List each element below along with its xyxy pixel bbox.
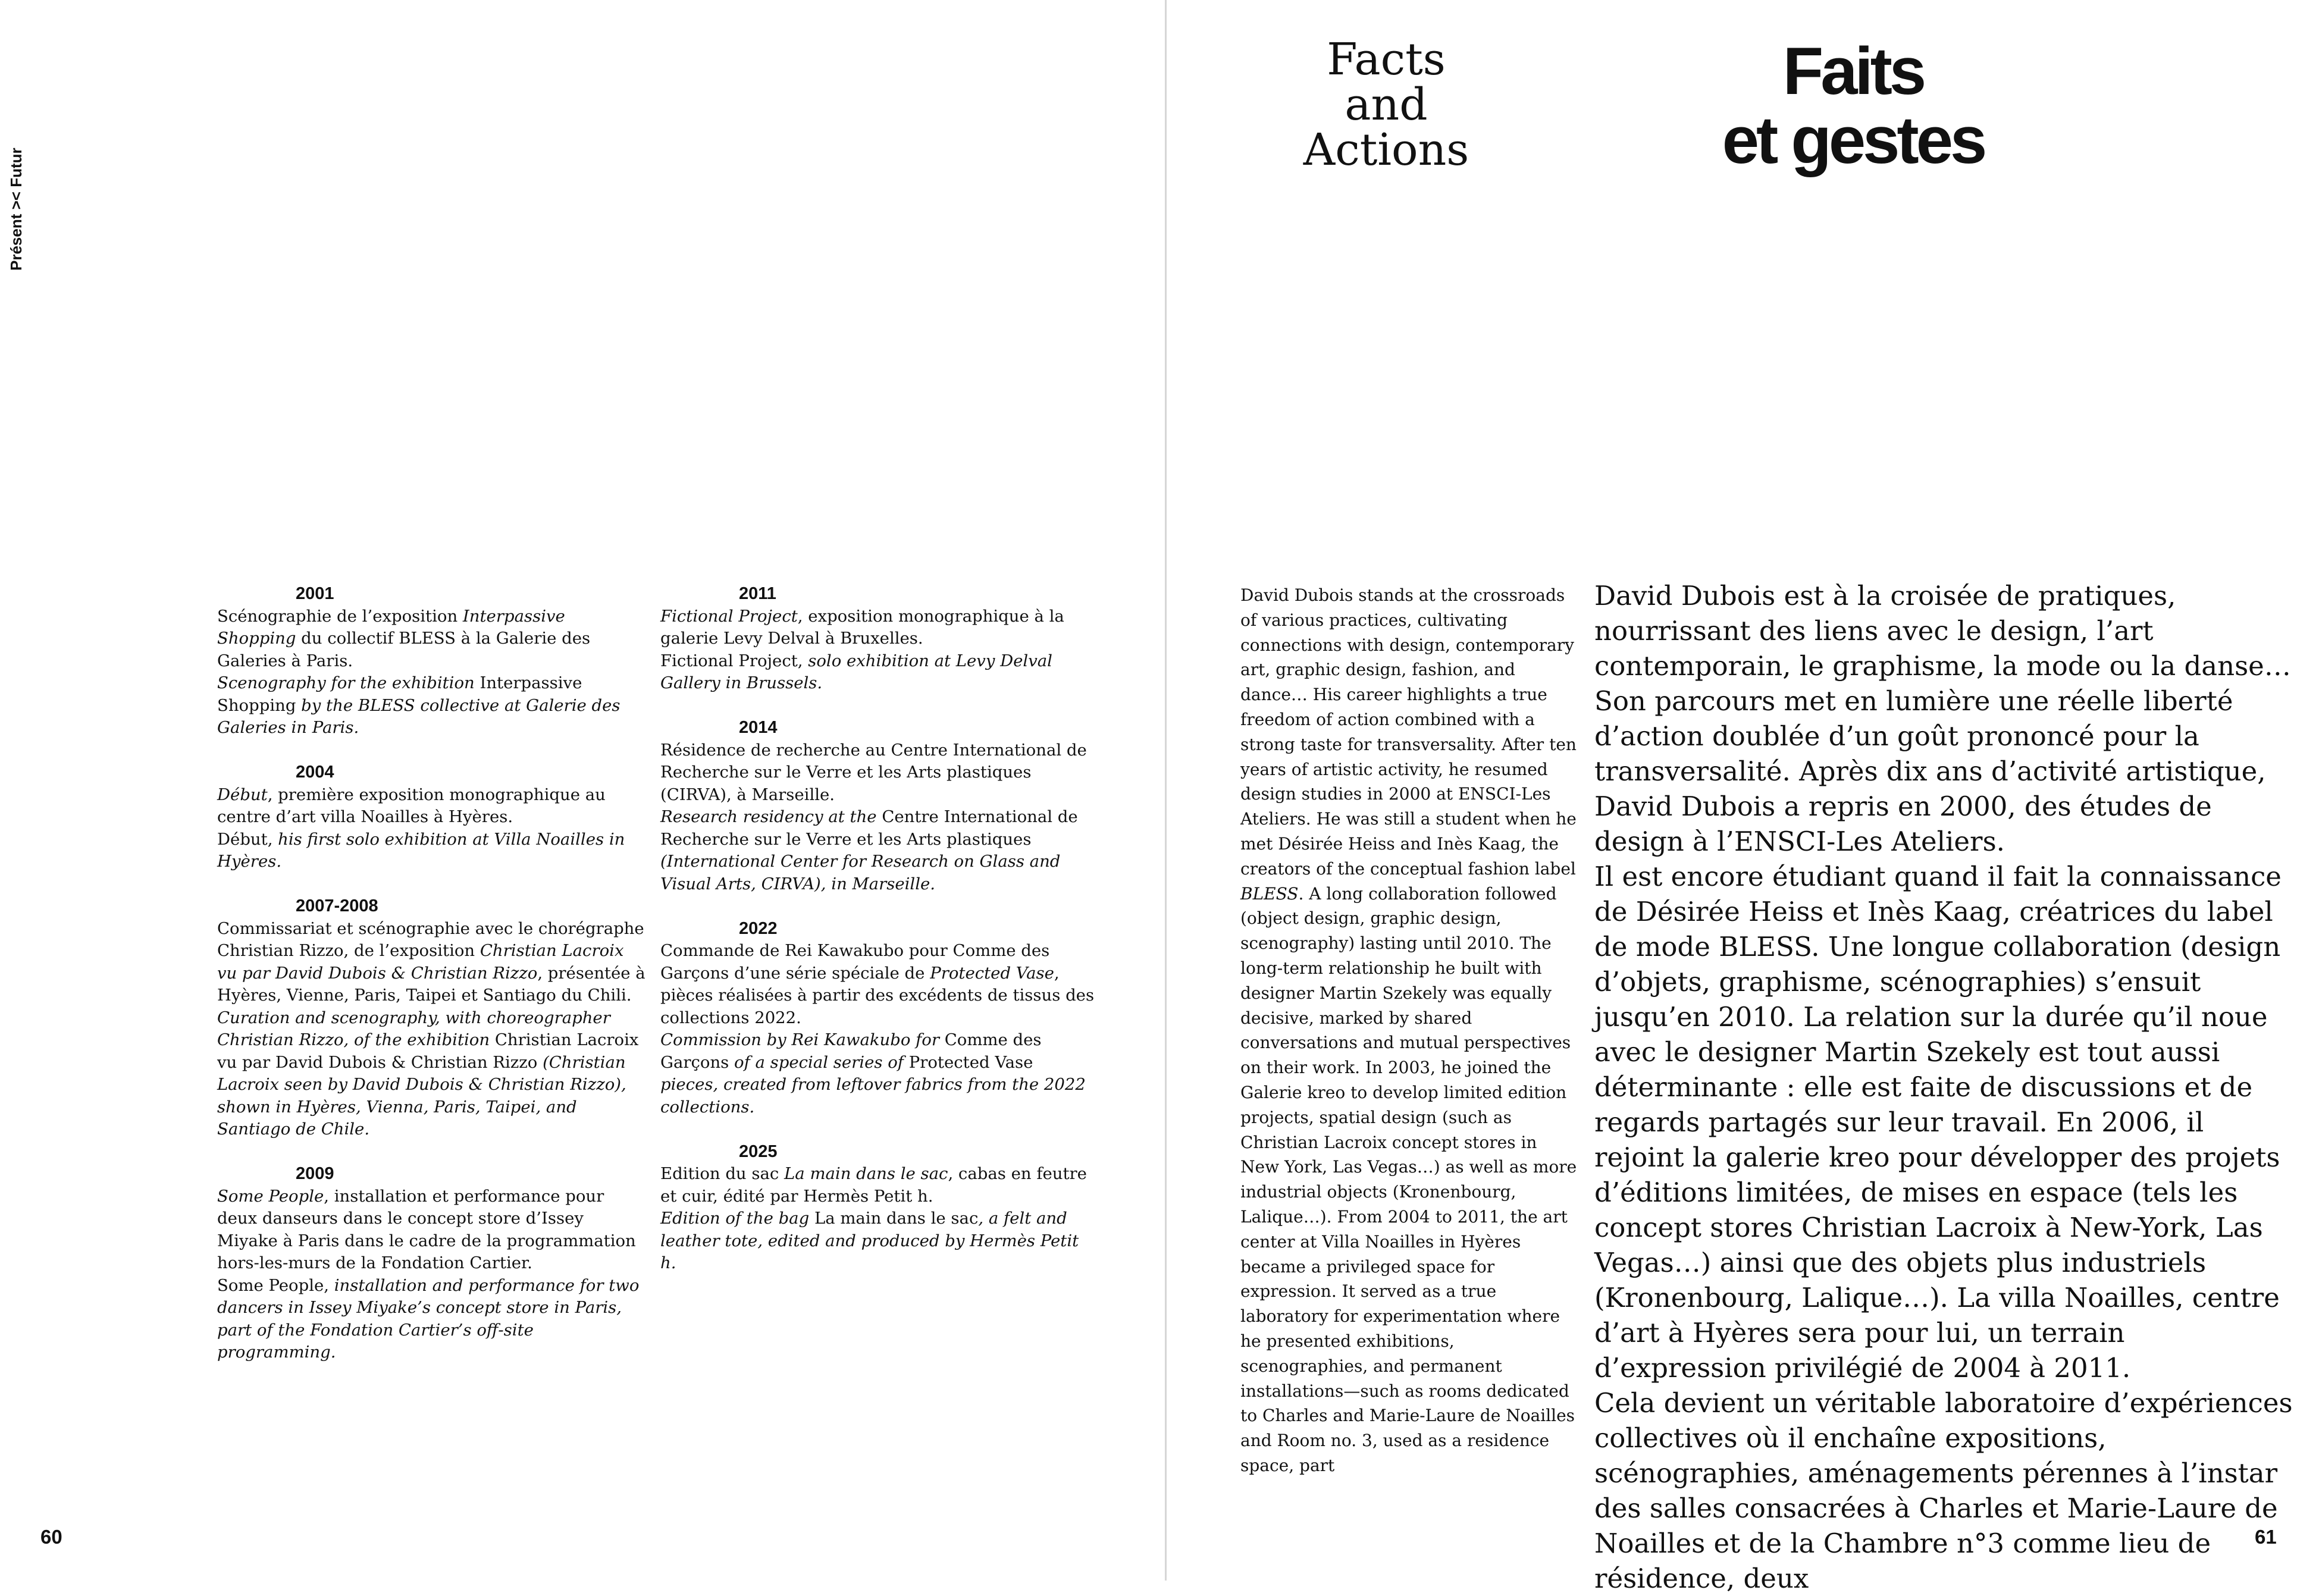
chronology-entry bbox=[217, 761, 645, 873]
title-en-line: and bbox=[1345, 79, 1428, 130]
chronology-text-en: Curation and scenography, with choreographer Christian Rizzo, of the exhibition Christian Lacroix vu par David Dubois & Christian Rizzo (Christian Lacroix seen by David Dubois & Christian Rizzo), shown in Hyères, Vienna, Paris, Taipei, and Santiago de Chile. bbox=[217, 1008, 639, 1139]
italic-run: Curation and scenography, with choreographer Christian Rizzo, of the exhibition bbox=[217, 1008, 610, 1049]
chronology-text-en: Fictional Project, solo exhibition at Levy Delval Gallery in Brussels. bbox=[660, 651, 1052, 692]
italic-run: Commission by Rei Kawakubo for bbox=[660, 1030, 945, 1049]
chronology-text-en: Commission by Rei Kawakubo for Comme des Garçons of a special series of Protected Vase pieces, created from leftover fabrics from the 2022 collections. bbox=[660, 1030, 1086, 1117]
italic-run: BLESS bbox=[1240, 883, 1299, 904]
french-body bbox=[1594, 578, 2293, 1596]
chronology-entry bbox=[660, 1141, 1095, 1275]
italic-run: Début bbox=[217, 785, 268, 804]
italic-run: Protected Vase bbox=[930, 963, 1054, 983]
chronology-year: 2022 bbox=[739, 918, 778, 938]
italic-run: (International Center for Research on Glass and Visual Arts, CIRVA), in Marseille. bbox=[660, 852, 1061, 893]
chronology-year: 2007-2008 bbox=[296, 896, 378, 915]
chronology-text-fr: Résidence de recherche au Centre International de Recherche sur le Verre et les Arts plastiques (CIRVA), à Marseille. bbox=[660, 740, 1087, 804]
chronology-year: 2001 bbox=[296, 584, 334, 603]
italic-run: of a special series of bbox=[734, 1052, 909, 1072]
italic-run: installation and performance for two dancers in Issey Miyake’s concept store in Paris, part of the Fondation Cartier’s off-site programming. bbox=[217, 1275, 640, 1362]
chronology-entry bbox=[660, 918, 1095, 1119]
title-french bbox=[1660, 34, 2047, 177]
chronology-text-fr: Début, première exposition monographique au centre d’art villa Noailles à Hyères. bbox=[217, 785, 606, 826]
chronology-text-fr: Commande de Rei Kawakubo pour Comme des Garçons d’une série spéciale de Protected Vase, pièces réalisées à partir des excédents de tissus des collections 2022. bbox=[660, 941, 1095, 1027]
english-body bbox=[1240, 583, 1580, 1478]
chronology-text-en: Scenography for the exhibition Interpassive Shopping by the BLESS collective at Galerie des Galeries in Paris. bbox=[217, 673, 621, 737]
french-paragraph: Il est encore étudiant quand il fait la connaissance de Désirée Heiss et Inès Kaag, créatrices du label de mode BLESS. Une longue collaboration (design d’objets, graphisme, scénographies) s’ensuit jusqu’en 2010. La relation sur la durée qu’il noue avec le designer Martin Szekely est tout aussi déterminante : elle est faite de discussions et de regards partagés sur leur travail. En 2006, il rejoint la galerie kreo pour développer des projets d’éditions limitées, de mises en espace (tels les concept stores Christian Lacroix à New-York, Las Vegas…) ainsi que des objets plus industriels (Kronenbourg, Lalique…). La villa Noailles, centre d’art à Hyères sera pour lui, un terrain d’expression privilégié de 2004 à 2011. bbox=[1594, 861, 2282, 1384]
italic-run: Christian Lacroix vu par David Dubois & Christian Rizzo bbox=[217, 941, 624, 983]
chronology-entry bbox=[660, 717, 1095, 895]
chronology-year: 2011 bbox=[739, 584, 776, 603]
chronology-column-right bbox=[660, 583, 1095, 1297]
chronology-text-en: Research residency at the Centre International de Recherche sur le Verre et les Arts plastiques (International Center for Research on Glass and Visual Arts, CIRVA), in Marseille. bbox=[660, 807, 1078, 893]
chronology-entry bbox=[660, 583, 1095, 695]
italic-run: Interpassive Shopping bbox=[217, 606, 565, 648]
french-paragraph: Cela devient un véritable laboratoire d’expériences collectives où il enchaîne expositions, scénographies, aménagements pérennes à l’instar des salles consacrées à Charles et Marie-Laure de Noailles et de la Chambre n°3 comme lieu de résidence, deux bbox=[1594, 1387, 2293, 1594]
chronology-text-en: Edition of the bag La main dans le sac, a felt and leather tote, edited and produced by Hermès Petit h. bbox=[660, 1209, 1079, 1272]
title-fr-line: et gestes bbox=[1722, 103, 1985, 177]
chronology-year: 2014 bbox=[739, 718, 778, 737]
chronology-text-fr: Fictional Project, exposition monographique à la galerie Levy Delval à Bruxelles. bbox=[660, 606, 1064, 648]
chronology-text-en: Début, his first solo exhibition at Villa Noailles in Hyères. bbox=[217, 829, 625, 871]
italic-run: Research residency at the bbox=[660, 807, 882, 826]
italic-run: Scenography for the exhibition bbox=[217, 673, 480, 692]
chronology-text-fr: Some People, installation et performance pour deux danseurs dans le concept store d’Issey Miyake à Paris dans le cadre de la programmation hors-les-murs de la Fondation Cartier. bbox=[217, 1186, 636, 1272]
italic-run: his first solo exhibition at Villa Noailles in Hyères. bbox=[217, 829, 625, 871]
title-fr-line: Faits bbox=[1782, 34, 1924, 108]
italic-run: Edition of the bag bbox=[660, 1209, 814, 1228]
italic-run: Fictional Project bbox=[660, 606, 798, 626]
chronology-text-fr: Commissariat et scénographie avec le chorégraphe Christian Rizzo, de l’exposition Christian Lacroix vu par David Dubois & Christian Rizzo, présentée à Hyères, Vienne, Paris, Taipei et Santiago du Chili. bbox=[217, 918, 645, 1005]
title-en-line: Actions bbox=[1303, 124, 1469, 175]
chronology-entry bbox=[217, 583, 645, 739]
chronology-year: 2009 bbox=[296, 1164, 334, 1183]
title-en-line: Facts bbox=[1327, 34, 1446, 85]
title-english bbox=[1267, 34, 1505, 175]
italic-run: pieces, created from leftover fabrics from the 2022 collections. bbox=[660, 1075, 1086, 1117]
english-paragraph: David Dubois stands at the crossroads of various practices, cultivating connections with design, contemporary art, graphic design, fashion, and dance… His career highlights a true freedom of action combined with a strong taste for transversality. After ten years of artistic activity, he resumed design studies in 2000 at ENSCI-Les Ateliers. He was still a student when he met Désirée Heiss and Inès Kaag, the creators of the conceptual fashion label BLESS. A long collaboration followed (object design, graphic design, scenography) lasting until 2010. The long-term relationship he built with designer Martin Szekely was equally decisive, marked by shared conversations and mutual perspectives on their work. In 2003, he joined the Galerie kreo to develop limited edition projects, spatial design (such as Christian Lacroix concept stores in New York, Las Vegas…) as well as more industrial objects (Kronenbourg, Lalique…). From 2004 to 2011, the art center at Villa Noailles in Hyères became a privileged space for expression. It served as a true laboratory for experimentation where he presented exhibitions, scenographies, and permanent installations—such as rooms dedicated to Charles and Marie-Laure de Noailles and Room no. 3, used as a residence space, part bbox=[1240, 585, 1577, 1475]
italic-run: Some People bbox=[217, 1186, 324, 1206]
chronology-text-fr: Scénographie de l’exposition Interpassive Shopping du collectif BLESS à la Galerie des Galeries à Paris. bbox=[217, 606, 591, 670]
running-head: Présent >< Futur bbox=[7, 148, 25, 271]
chronology-text-fr: Edition du sac La main dans le sac, cabas en feutre et cuir, édité par Hermès Petit h. bbox=[660, 1164, 1087, 1206]
chronology-entry bbox=[217, 895, 645, 1141]
folio-right: 61 bbox=[2255, 1526, 2277, 1548]
spread-gutter bbox=[1165, 0, 1167, 1581]
chronology-text-en: Some People, installation and performance for two dancers in Issey Miyake’s concept store in Paris, part of the Fondation Cartier’s off-site programming. bbox=[217, 1275, 640, 1362]
french-paragraph: David Dubois est à la croisée de pratiques, nourrissant des liens avec le design, l’art contemporain, le graphisme, la mode ou la danse… Son parcours met en lumière une réelle liberté d’action doublée d’un goût prononcé pour la transversalité. Après dix ans d’activité artistique, David Dubois a repris en 2000, des études de design à l’ENSCI-Les Ateliers. bbox=[1594, 580, 2291, 857]
chronology-year: 2004 bbox=[296, 763, 334, 782]
chronology-entry bbox=[217, 1163, 645, 1364]
italic-run: (Christian Lacroix seen by David Dubois & Christian Rizzo), shown in Hyères, Vienna, Paris, Taipei, and Santiago de Chile. bbox=[217, 1052, 626, 1139]
italic-run: , a felt and leather tote, edited and produced by Hermès Petit h. bbox=[660, 1209, 1079, 1272]
italic-run: solo exhibition at Levy Delval Gallery in Brussels. bbox=[660, 651, 1052, 692]
chronology-column-left bbox=[217, 583, 645, 1386]
italic-run: La main dans le sac bbox=[784, 1164, 948, 1183]
folio-left: 60 bbox=[40, 1526, 62, 1548]
italic-run: by the BLESS collective at Galerie des Galeries in Paris. bbox=[217, 695, 621, 737]
chronology-year: 2025 bbox=[739, 1142, 778, 1161]
